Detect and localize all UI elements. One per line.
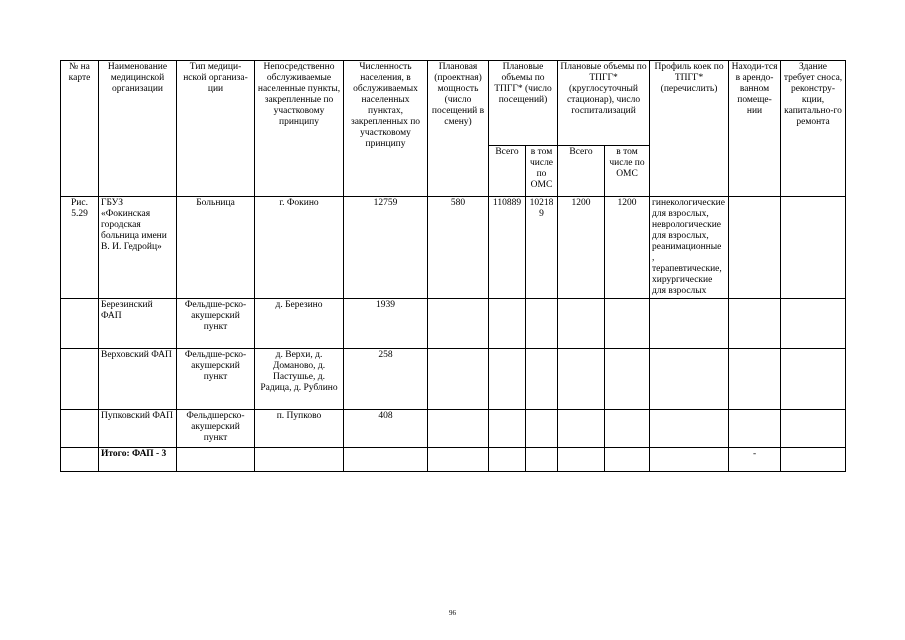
- row-rented: [729, 299, 781, 349]
- row-org-type: Больница: [177, 197, 255, 299]
- subheader-hosp-oms: в том числе по ОМС: [605, 146, 650, 197]
- row-served-places: д. Верхи, д. Доманово, д. Пастушье, д. Радица, д. Рублино: [255, 349, 344, 410]
- header-row: [61, 61, 846, 146]
- table-row: [61, 410, 846, 448]
- header-repair: Здание требует сноса, реконстру-кции, капитально-го ремонта: [781, 61, 846, 197]
- row-bed-profile: [650, 349, 729, 410]
- header-served-places: Непосредственно обслуживаемые населенные пункты, закрепленные по участковому принципу: [255, 61, 344, 197]
- row-repair: [781, 349, 846, 410]
- row-served-places: г. Фокино: [255, 197, 344, 299]
- row-visits-oms: [526, 299, 558, 349]
- row-visits-oms: [526, 410, 558, 448]
- header-capacity: Плановая (проектная) мощность (число посещений в смену): [428, 61, 489, 197]
- row-org-type: Фельдшерско-акушерский пункт: [177, 410, 255, 448]
- row-org-name: Березинский ФАП: [99, 299, 177, 349]
- row-org-name: ГБУЗ «Фокинская городская больница имени В. И. Гедройц»: [99, 197, 177, 299]
- facilities-table: [60, 60, 846, 472]
- row-capacity: [428, 349, 489, 410]
- row-visits-total: [489, 299, 526, 349]
- row-org-type: Фельдше-рско-акушерский пункт: [177, 299, 255, 349]
- row-hosp-oms: [605, 349, 650, 410]
- row-org-type: Фельдше-рско-акушерский пункт: [177, 349, 255, 410]
- row-hosp-total: 1200: [558, 197, 605, 299]
- row-served-places: п. Пупково: [255, 410, 344, 448]
- row-rented: [729, 197, 781, 299]
- row-hosp-oms: [605, 299, 650, 349]
- table-row: [61, 197, 846, 299]
- row-repair: [781, 197, 846, 299]
- row-map-number: Рис. 5.29: [61, 197, 99, 299]
- subheader-hosp-total: Всего: [558, 146, 605, 197]
- row-hosp-total: [558, 299, 605, 349]
- subheader-visits-total: Всего: [489, 146, 526, 197]
- row-rented: [729, 410, 781, 448]
- row-map-number: [61, 349, 99, 410]
- row-visits-total: [489, 349, 526, 410]
- row-visits-total: [489, 410, 526, 448]
- header-map-number: № на карте: [61, 61, 99, 197]
- row-visits-total: 110889: [489, 197, 526, 299]
- header-bed-profile: Профиль коек по ТПГГ* (перечислить): [650, 61, 729, 197]
- total-rented: -: [729, 448, 781, 472]
- header-org-type: Тип медици-нской организа-ции: [177, 61, 255, 197]
- page-number: 96: [449, 609, 456, 617]
- row-hosp-oms: [605, 410, 650, 448]
- row-hosp-total: [558, 349, 605, 410]
- row-capacity: [428, 410, 489, 448]
- row-repair: [781, 299, 846, 349]
- row-org-name: Верховский ФАП: [99, 349, 177, 410]
- header-org-name: Наименование медицинской организации: [99, 61, 177, 197]
- row-visits-oms: [526, 349, 558, 410]
- row-map-number: [61, 410, 99, 448]
- header-rented: Находи-тся в арендо-ванном помеще-нии: [729, 61, 781, 197]
- row-population: 258: [344, 349, 428, 410]
- row-org-name: Пупковский ФАП: [99, 410, 177, 448]
- table-row: [61, 349, 846, 410]
- header-population: Численность населения, в обслуживаемых населенных пунктах, закрепленных по участковому принципу: [344, 61, 428, 197]
- row-hosp-oms: 1200: [605, 197, 650, 299]
- total-label: Итого: ФАП - 3: [99, 448, 177, 472]
- header-planned-visits: Плановые объемы по ТПГГ* (число посещений): [489, 61, 558, 146]
- row-repair: [781, 410, 846, 448]
- subheader-visits-oms: в том числе по ОМС: [526, 146, 558, 197]
- header-planned-hospitalizations: Плановые объемы по ТПГГ* (круглосуточный стационар), число госпитализаций: [558, 61, 650, 146]
- total-row: [61, 448, 846, 472]
- row-population: 12759: [344, 197, 428, 299]
- row-visits-oms: 102189: [526, 197, 558, 299]
- row-hosp-total: [558, 410, 605, 448]
- row-bed-profile: гинекологические для взрослых, неврологические для взрослых, реанимационные , терапевтические, хирургические для взрослых: [650, 197, 729, 299]
- row-capacity: 580: [428, 197, 489, 299]
- row-map-number: [61, 299, 99, 349]
- row-bed-profile: [650, 410, 729, 448]
- row-served-places: д. Березино: [255, 299, 344, 349]
- row-population: 408: [344, 410, 428, 448]
- row-rented: [729, 349, 781, 410]
- row-bed-profile: [650, 299, 729, 349]
- row-capacity: [428, 299, 489, 349]
- table-row: [61, 299, 846, 349]
- row-population: 1939: [344, 299, 428, 349]
